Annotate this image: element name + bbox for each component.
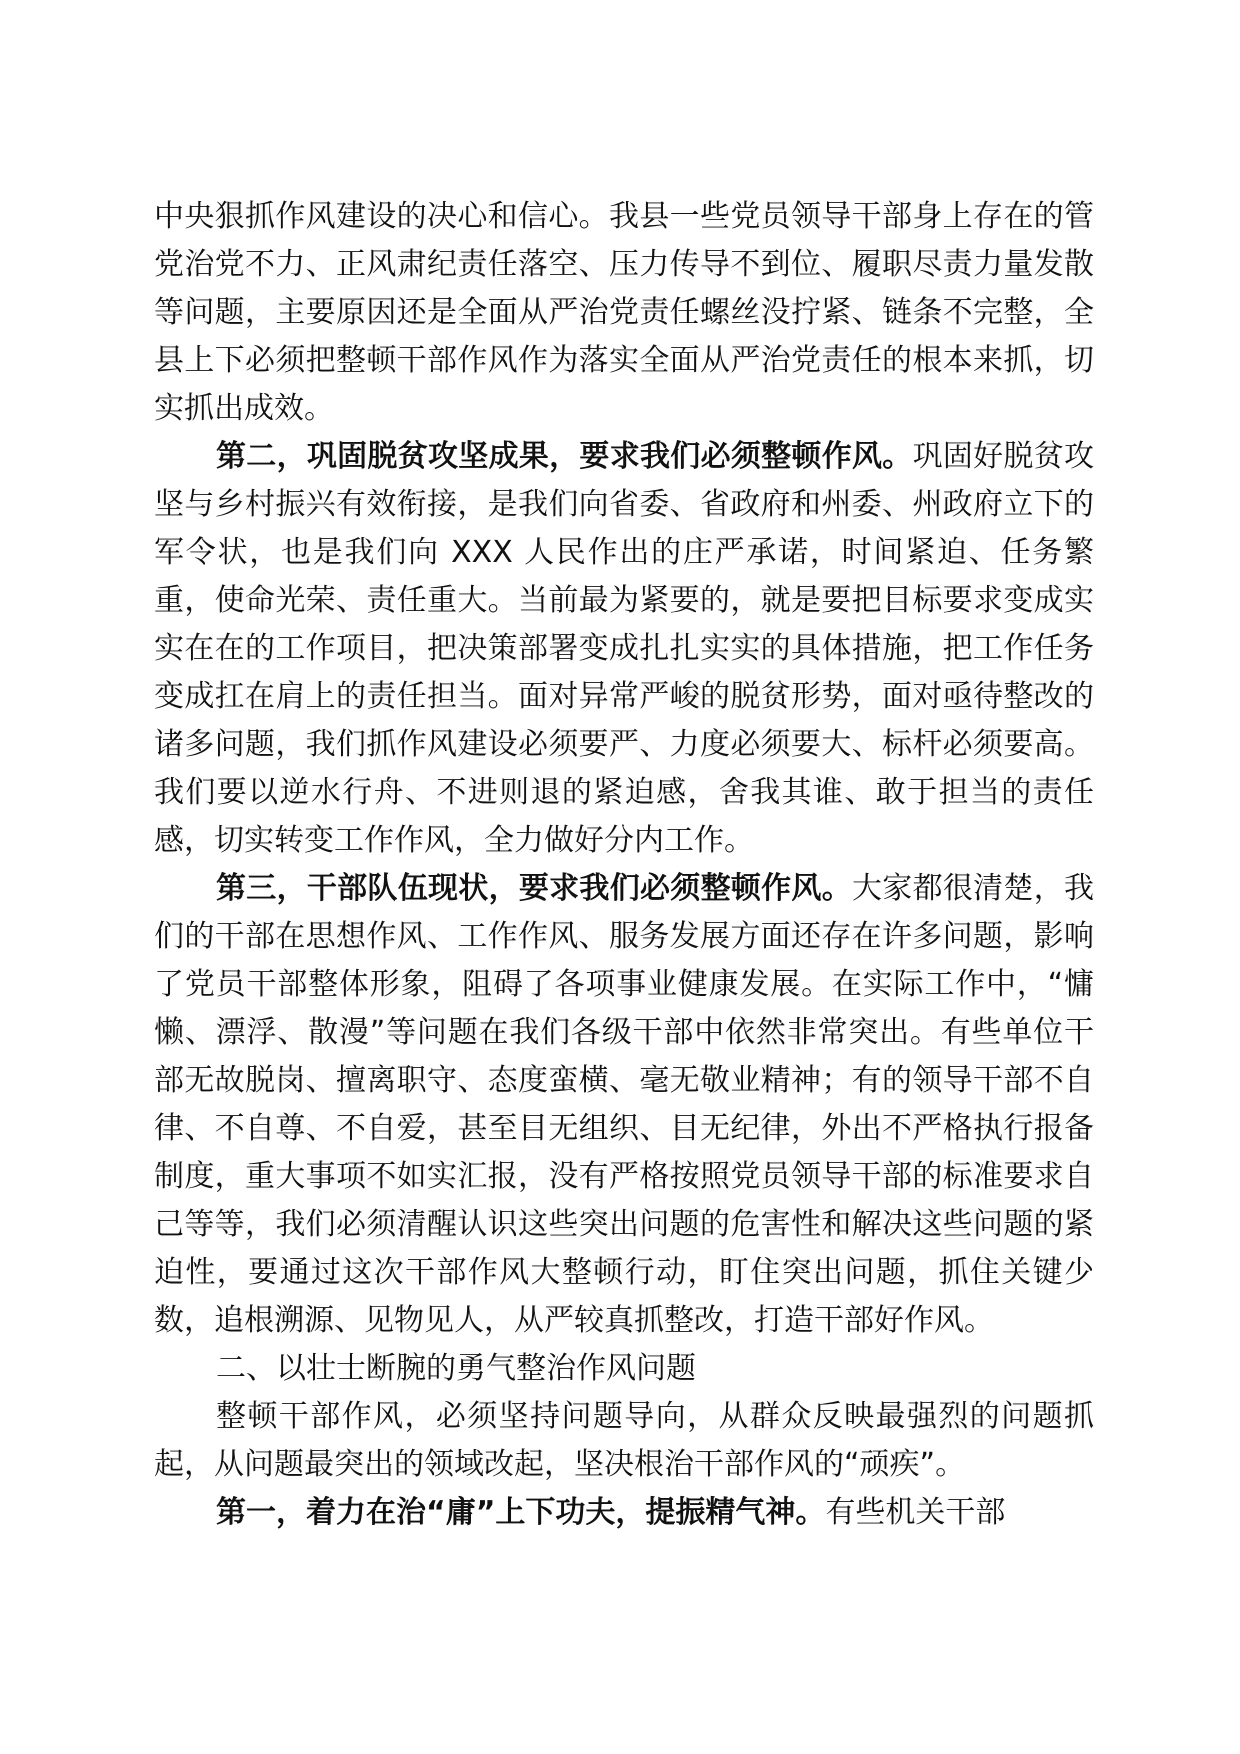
paragraph-text: 整顿干部作风，必须坚持问题导向，从群众反映最强烈的问题抓起，从问题最突出的领域改起，坚决根治干部作风的“顽疾”。 (154, 1399, 1094, 1482)
paragraph-third-point (154, 865, 1094, 1345)
paragraph-text: 有些机关干部 (825, 1495, 1006, 1530)
paragraph-first-point (154, 1489, 1094, 1537)
paragraph-continuation (154, 193, 1094, 433)
paragraph-lead-bold: 第三，干部队伍现状，要求我们必须整顿作风。 (216, 871, 852, 906)
paragraph-text: 巩固好脱贫攻坚与乡村振兴有效衔接，是我们向省委、省政府和州委、州政府立下的军令状，也是我们向 XXX 人民作出的庄严承诺，时间紧迫、任务繁重，使命光荣、责任重大。当前最为紧要的，就是要把目标要求变成实实在在的工作项目，把决策部署变成扎扎实实的具体措施，把工作任务变成扛在肩上的责任担当。面对异常严峻的脱贫形势，面对亟待整改的诸多问题，我们抓作风建设必须要严、力度必须要大、标杆必须要高。我们要以逆水行舟、不进则退的紧迫感，舍我其谁、敢于担当的责任感，切实转变工作作风，全力做好分内工作。 (154, 439, 1095, 858)
paragraph-section-intro (154, 1393, 1094, 1489)
paragraph-second-point (154, 433, 1094, 865)
section-heading (154, 1345, 1094, 1393)
section-heading-text: 二、以壮士断腕的勇气整治作风问题 (216, 1351, 696, 1386)
paragraph-text: 中央狠抓作风建设的决心和信心。我县一些党员领导干部身上存在的管党治党不力、正风肃纪责任落空、压力传导不到位、履职尽责力量发散等问题，主要原因还是全面从严治党责任螺丝没拧紧、链条不完整，全县上下必须把整顿干部作风作为落实全面从严治党责任的根本来抓，切实抓出成效。 (154, 199, 1094, 426)
paragraph-lead-bold: 第一，着力在治“庸”上下功夫，提振精气神。 (216, 1495, 826, 1530)
paragraph-text: 大家都很清楚，我们的干部在思想作风、工作作风、服务发展方面还存在许多问题，影响了党员干部整体形象，阻碍了各项事业健康发展。在实际工作中，“慵懒、漂浮、散漫”等问题在我们各级干部中依然非常突出。有些单位干部无故脱岗、擅离职守、态度蛮横、毫无敬业精神；有的领导干部不自律、不自尊、不自爱，甚至目无组织、目无纪律，外出不严格执行报备制度，重大事项不如实汇报，没有严格按照党员领导干部的标准要求自己等等，我们必须清醒认识这些突出问题的危害性和解决这些问题的紧迫性，要通过这次干部作风大整顿行动，盯住突出问题，抓住关键少数，追根溯源、见物见人，从严较真抓整改，打造干部好作风。 (154, 871, 1094, 1338)
document-page (154, 193, 1094, 1537)
paragraph-lead-bold: 第二，巩固脱贫攻坚成果，要求我们必须整顿作风。 (216, 439, 913, 474)
